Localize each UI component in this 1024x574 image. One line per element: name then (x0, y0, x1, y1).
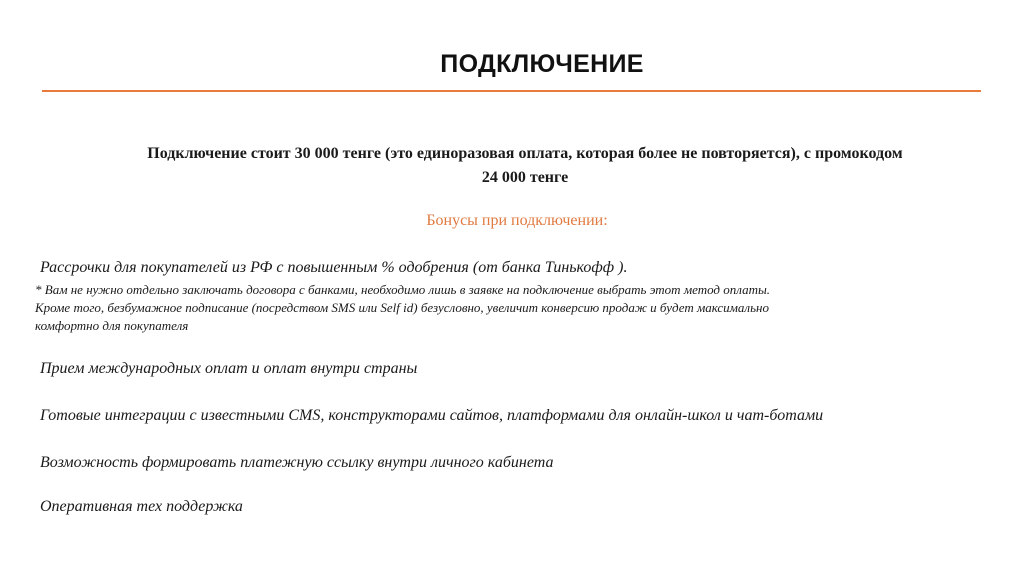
title-underline (42, 90, 981, 92)
installments-note (35, 281, 995, 335)
note-line-1: * Вам не нужно отдельно заключать договора с банками, необходимо лишь в заявке на подключение выбрать этот метод оплаты. (35, 282, 771, 297)
intro-line-1: Подключение стоит 30 000 тенге (это единоразовая оплата, которая более не повторяется), с промокодом (147, 145, 903, 162)
note-line-2: Кроме того, безбумажное подписание (посредством SMS или Self id) безусловно, увеличит конверсию продаж и будет максимально (35, 300, 769, 315)
bonus-item-international: Прием международных оплат и оплат внутри страны (40, 360, 418, 377)
note-line-3: комфортно для покупателя (35, 318, 189, 333)
intro-line-2: 24 000 тенге (481, 169, 569, 186)
bonus-heading: Бонусы при подключении: (426, 212, 608, 229)
intro-text (30, 142, 1020, 190)
bonus-item-integrations: Готовые интеграции с известными CMS, конструкторами сайтов, платформами для онлайн-школ и чат-ботами (40, 407, 824, 424)
bonus-item-installments: Рассрочки для покупателей из РФ с повышенным % одобрения (от банка Тинькофф ). (40, 259, 628, 276)
bonus-item-support: Оперативная тех поддержка (40, 498, 243, 515)
bonus-item-payment-link: Возможность формировать платежную ссылку внутри личного кабинета (40, 454, 554, 471)
slide-title: ПОДКЛЮЧЕНИЕ (440, 50, 644, 78)
